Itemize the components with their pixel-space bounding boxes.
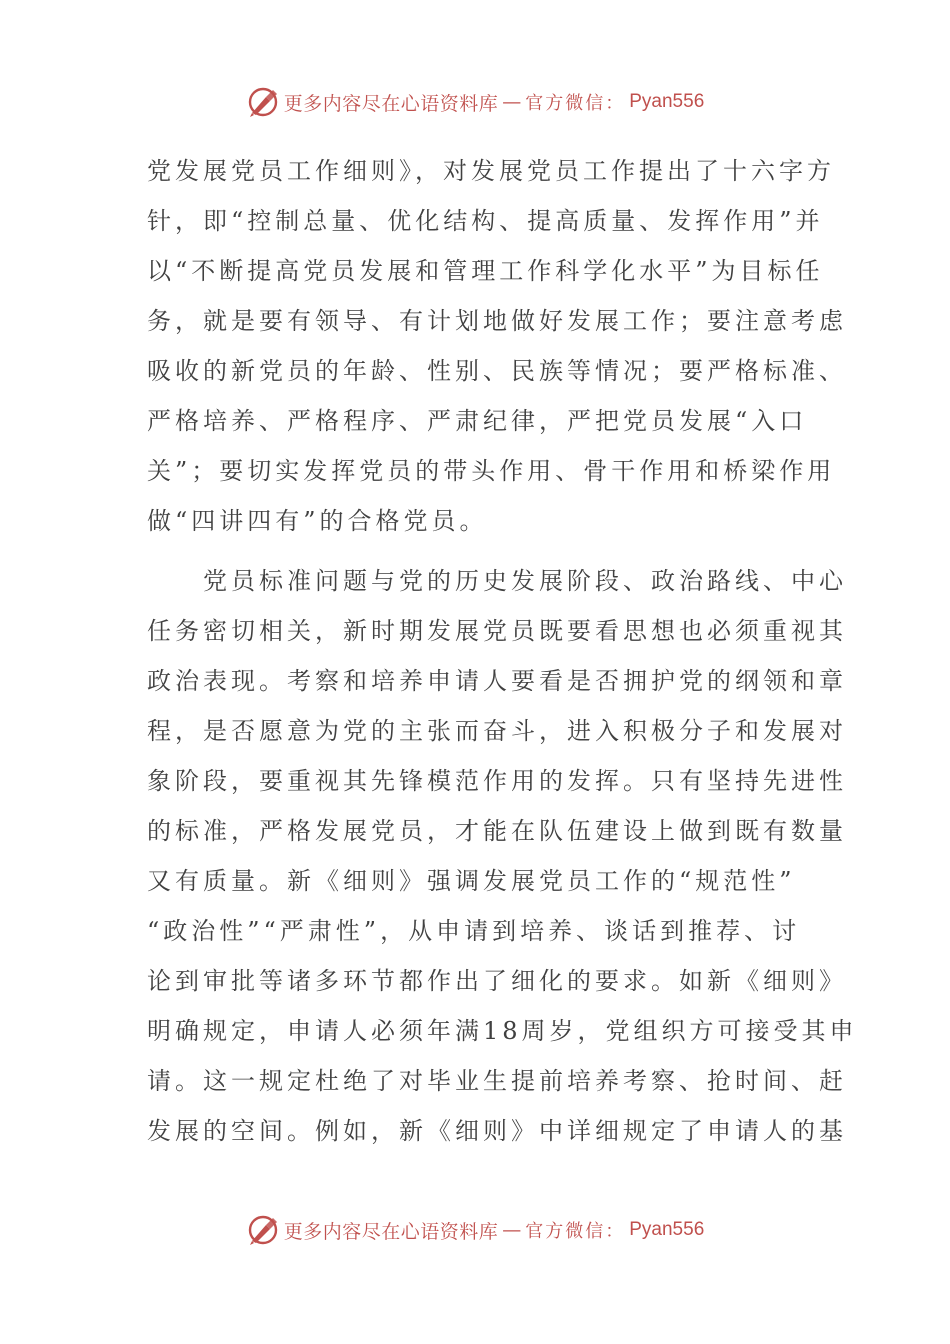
footer-banner [0,1210,950,1250]
banner-wechat-id: Pyan556 [629,1219,705,1240]
banner-wechat-label: 官方微信： [525,1221,626,1242]
text-line: “政治性”“严肃性”，从申请到培养、谈话到推荐、讨 [147,917,801,945]
text-line: 又有质量。新《细则》强调发展党员工作的“规范性” [147,867,796,895]
banner-title: 更多内容尽在心语资料库 [283,1220,499,1243]
text-line: 论到审批等诸多环节都作出了细化的要求。如新《细则》 [147,967,847,995]
text-line: 务，就是要有领导、有计划地做好发展工作；要注意考虑 [147,307,847,335]
text-line: 发展的空间。例如，新《细则》中详细规定了申请人的基 [147,1117,847,1145]
banner-wechat-id: Pyan556 [629,91,705,112]
banner-title: 更多内容尽在心语资料库 [283,92,499,115]
document-body [147,146,858,1156]
banner-dash: — [502,1219,522,1241]
pen-logo-icon [246,1213,280,1247]
text-line: 严格培养、严格程序、严肃纪律，严把党员发展“入口 [147,407,808,435]
banner-dash: — [502,91,522,113]
paragraph-1 [147,146,847,546]
text-line: 党发展党员工作细则》，对发展党员工作提出了十六字方 [147,157,835,185]
text-line: 吸收的新党员的年龄、性别、民族等情况；要严格标准、 [147,357,847,385]
text-line: 针，即“控制总量、优化结构、提高质量、发挥作用”并 [147,207,824,235]
header-banner [0,82,950,122]
text-line: 做“四讲四有”的合格党员。 [147,507,488,535]
text-line: 以“不断提高党员发展和管理工作科学化水平”为目标任 [147,257,824,285]
banner-wechat-label: 官方微信： [525,93,626,114]
text-line: 党员标准问题与党的历史发展阶段、政治路线、中心 [147,567,847,595]
paragraph-2 [147,556,858,1156]
text-line: 关”；要切实发挥党员的带头作用、骨干作用和桥梁作用 [147,457,836,485]
text-line: 明确规定，申请人必须年满18周岁，党组织方可接受其申 [147,1017,858,1045]
text-line: 程，是否愿意为党的主张而奋斗，进入积极分子和发展对 [147,717,847,745]
text-line: 任务密切相关，新时期发展党员既要看思想也必须重视其 [147,617,847,645]
text-line: 政治表现。考察和培养申请人要看是否拥护党的纲领和章 [147,667,847,695]
text-line: 请。这一规定杜绝了对毕业生提前培养考察、抢时间、赶 [147,1067,847,1095]
text-line: 象阶段，要重视其先锋模范作用的发挥。只有坚持先进性 [147,767,847,795]
pen-logo-icon [246,85,280,119]
text-line: 的标准，严格发展党员，才能在队伍建设上做到既有数量 [147,817,847,845]
